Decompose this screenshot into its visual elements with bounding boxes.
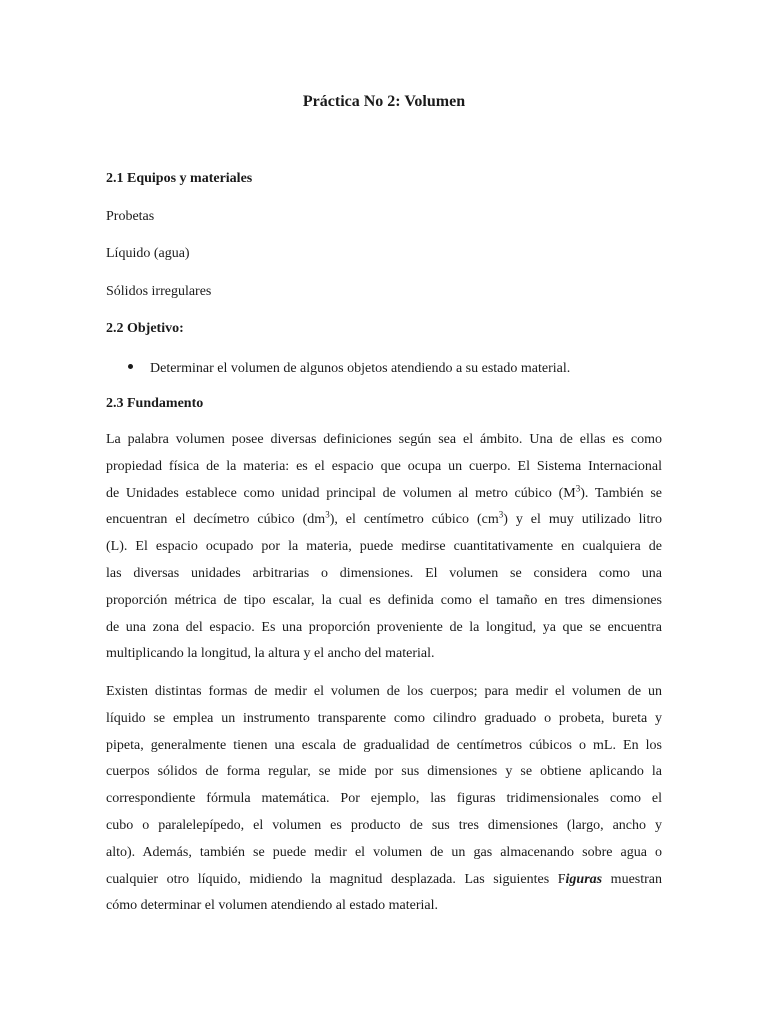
text-line: La palabra volumen posee diversas definiciones según sea el ámbito. Una de ellas es como (106, 432, 662, 447)
paragraph-fundamento-2 (106, 679, 662, 920)
section-heading-fundamento: 2.3 Fundamento (106, 396, 204, 411)
text-line: propiedad física de la materia: es el espacio que ocupa un cuerpo. El Sistema Internacional (106, 458, 662, 474)
text-line: Existen distintas formas de medir el volumen de los cuerpos; para medir el volumen de un (106, 684, 662, 699)
text-line: correspondiente fórmula matemática. Por ejemplo, las figuras tridimensionales como el (106, 791, 662, 807)
text-line: (L). El espacio ocupado por la materia, puede medirse cuantitativamente en cualquiera de (106, 539, 662, 555)
bullet-dot-icon (128, 364, 133, 369)
text-line: proporción métrica de tipo escalar, la cual es definida como el tamaño en tres dimensiones (106, 592, 662, 608)
section-heading-objetivo: 2.2 Objetivo: (106, 321, 184, 336)
text-line: líquido se emplea un instrumento transparente como cilindro graduado o probeta, bureta y (106, 710, 662, 726)
text-line: las diversas unidades arbitrarias o dimensiones. El volumen se considera como una (106, 565, 662, 581)
text-line: cuerpos sólidos de forma regular, se mide por sus dimensiones y se obtiene aplicando la (106, 764, 662, 780)
text-line: pipeta, generalmente tienen una escala de gradualidad de centímetros cúbicos o mL. En los (106, 737, 662, 753)
text-line: cubo o paralelepípedo, el volumen es producto de sus tres dimensiones (largo, ancho y (106, 817, 662, 833)
text-line: de Unidades establece como unidad principal de volumen al metro cúbico $(M^3)$. También se (106, 482, 663, 501)
text-line: cualquier otro líquido, midiendo la magnitud desplazada. Las siguientes Figuras muestran (106, 871, 662, 887)
bullet-text: Determinar el volumen de algunos objetos atendiendo a su estado material. (150, 361, 571, 376)
paragraph-fundamento-1 (106, 427, 662, 668)
list-item: Probetas (106, 209, 155, 224)
text-line: cómo determinar el volumen atendiendo al estado material. (106, 898, 438, 914)
bullet-item (128, 361, 570, 377)
section-heading-equipos: 2.1 Equipos y materiales (106, 171, 253, 186)
text-line: de una zona del espacio. Es una proporción proveniente de la longitud, ya que se encuentra (106, 619, 662, 635)
text-line: alto). Además, también se puede medir el volumen de un gas almacenando sobre agua o (106, 844, 662, 860)
document-title: Práctica No 2: Volumen (302, 93, 466, 110)
list-item: Líquido (agua) (106, 246, 190, 261)
list-item: Sólidos irregulares (106, 284, 212, 299)
text-line: multiplicando la longitud, la altura y el ancho del material. (106, 646, 435, 662)
text-line: encuentran el decímetro cúbico $(dm^3)$, el centímetro cúbico $(cm^3)$ y el muy utilizado litro (106, 509, 662, 528)
